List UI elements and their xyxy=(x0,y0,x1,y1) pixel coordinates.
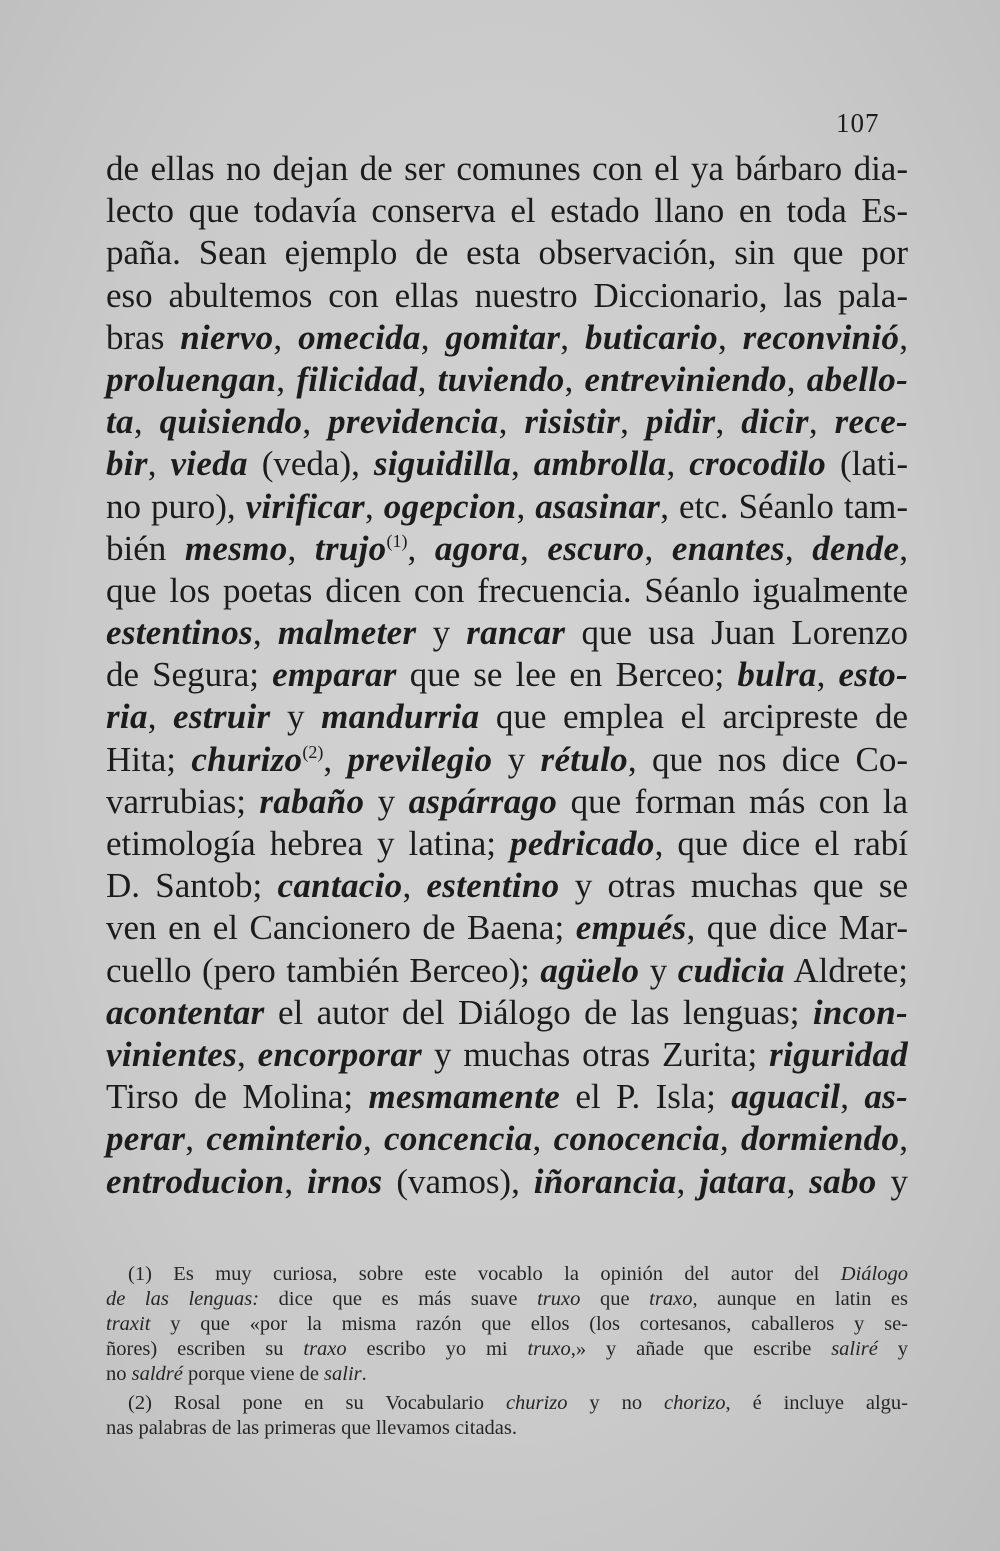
italic-term: churizo xyxy=(505,1392,568,1414)
italic-term: escuro xyxy=(547,528,645,568)
italic-term: aspárrago xyxy=(408,781,558,821)
italic-term: agora xyxy=(434,528,520,568)
text-run: cuello (pero también Berceo); xyxy=(106,950,541,990)
italic-term: vieda xyxy=(170,444,248,484)
text-run: que xyxy=(580,1288,650,1310)
text-run: ven en el Cancionero de Baena; xyxy=(106,908,576,948)
italic-term: traxo xyxy=(303,1338,347,1360)
text-run: (1) Es muy curiosa, sobre este vocablo la opinión del autor del xyxy=(128,1263,841,1285)
text-run: , xyxy=(899,1119,909,1159)
text-run: de Segura; xyxy=(106,655,273,695)
italic-term: vinientes xyxy=(106,1034,238,1074)
body-line xyxy=(106,528,908,570)
text-run: D. Santob; xyxy=(106,866,278,906)
body-line xyxy=(106,907,908,949)
footnote-line xyxy=(106,1362,908,1387)
italic-term: conocencia xyxy=(553,1119,720,1159)
text-run: , xyxy=(899,528,909,568)
footnote-line xyxy=(106,1262,908,1287)
text-run: , xyxy=(786,1161,810,1201)
italic-term: rétulo xyxy=(540,739,628,779)
italic-term: Diálogo xyxy=(840,1263,908,1285)
italic-term: as- xyxy=(864,1077,909,1117)
text-run: , xyxy=(407,528,435,568)
footnotes xyxy=(106,1262,908,1441)
text-run: , aunque en latin es xyxy=(692,1288,908,1310)
text-run: paña. Sean ejemplo de esta observación, sin que por xyxy=(106,233,908,273)
italic-term: churizo xyxy=(191,739,303,779)
text-run: el P. Isla; xyxy=(560,1077,732,1117)
italic-term: traxo xyxy=(649,1288,693,1310)
text-run: , xyxy=(816,655,839,695)
italic-term: empués xyxy=(575,908,687,948)
text-run: y xyxy=(270,697,322,737)
text-run: Tirso de Molina; xyxy=(106,1077,369,1117)
text-run: , xyxy=(520,528,548,568)
footnote xyxy=(106,1391,908,1441)
text-run: , xyxy=(564,359,585,399)
text-run: no xyxy=(106,1363,132,1385)
text-run: y xyxy=(492,739,541,779)
text-run: escribo yo mi xyxy=(346,1338,528,1360)
text-run: , xyxy=(784,528,813,568)
italic-term: bulra xyxy=(737,655,817,695)
footnote xyxy=(106,1262,908,1387)
italic-term: saliré xyxy=(831,1338,878,1360)
italic-term: rancar xyxy=(466,613,566,653)
text-run: , xyxy=(620,402,646,442)
page-number: 107 xyxy=(836,108,880,138)
text-run: , xyxy=(133,402,160,442)
text-run: el autor del Diálogo de las lenguas; xyxy=(264,992,813,1032)
italic-term: rabaño xyxy=(259,781,365,821)
body-line xyxy=(106,823,908,865)
body-line xyxy=(106,612,908,654)
italic-term: ambrolla xyxy=(533,444,667,484)
text-run: , xyxy=(644,528,672,568)
italic-term: buticario xyxy=(584,317,718,357)
italic-term: cudicia xyxy=(677,950,785,990)
text-run: y muchas otras Zurita; xyxy=(422,1034,770,1074)
italic-term: estentinos xyxy=(106,613,253,653)
text-run: y que «por la misma razón que ellos (los cortesanos, caballeros y se- xyxy=(150,1313,908,1335)
footnote-line xyxy=(106,1391,908,1416)
text-run: , xyxy=(516,486,536,526)
text-run: nas palabras de las primeras que llevamos citadas. xyxy=(106,1417,517,1439)
text-run: , xyxy=(273,317,299,357)
text-run: (vamos), xyxy=(382,1161,534,1201)
text-run: , xyxy=(719,1119,741,1159)
body-line xyxy=(106,190,908,232)
italic-term: aguacil xyxy=(731,1077,841,1117)
text-run: , xyxy=(498,402,525,442)
text-run: , xyxy=(237,1034,258,1074)
text-run: (2) Rosal pone en su Vocabulario xyxy=(128,1392,506,1414)
body-line xyxy=(106,992,908,1034)
italic-term: cantacio xyxy=(277,866,403,906)
italic-term: truxo xyxy=(537,1288,581,1310)
body-line xyxy=(106,401,908,443)
text-run: , xyxy=(511,444,534,484)
text-run: ,» y añade que escribe xyxy=(570,1338,832,1360)
text-run: , xyxy=(420,317,446,357)
footnote-line xyxy=(106,1337,908,1362)
text-run: , xyxy=(147,697,174,737)
italic-term: perar xyxy=(106,1119,186,1159)
body-line xyxy=(106,359,908,401)
body-line xyxy=(106,275,908,317)
text-run: , xyxy=(364,486,384,526)
italic-term: pedricado xyxy=(510,824,655,863)
text-run: que forman más con la xyxy=(557,781,909,821)
italic-term: gomitar xyxy=(445,317,561,357)
text-run: eso abultemos con ellas nuestro Diccionario, las pala- xyxy=(106,275,908,315)
italic-term: mandurria xyxy=(321,697,480,737)
italic-term: rece- xyxy=(834,402,908,442)
italic-term: entreviniendo xyxy=(584,359,787,399)
text-run: lecto que todavía conserva el estado llano en toda Es- xyxy=(106,191,908,231)
italic-term: siguidilla xyxy=(373,444,512,484)
body-line xyxy=(106,696,908,738)
italic-term: ta xyxy=(106,402,134,442)
italic-term: incon- xyxy=(812,992,908,1032)
italic-term: tuviendo xyxy=(437,359,565,399)
text-run: , xyxy=(899,317,908,357)
body-line xyxy=(106,570,908,612)
text-run: , que dice Mar- xyxy=(686,908,908,948)
italic-term: jatara xyxy=(699,1161,787,1201)
italic-term: malmeter xyxy=(277,613,417,653)
text-run: que se lee en Berceo; xyxy=(396,655,738,695)
italic-term: trujo xyxy=(314,528,387,568)
footnote-reference: (2) xyxy=(302,741,324,762)
italic-term: dende xyxy=(812,528,900,568)
italic-term: truxo xyxy=(527,1338,571,1360)
text-run: bras xyxy=(106,317,181,357)
italic-term: esto- xyxy=(838,655,909,695)
text-run: Aldrete; xyxy=(784,950,909,990)
body-line xyxy=(106,865,908,907)
body-line xyxy=(106,1076,908,1118)
italic-term: agüelo xyxy=(540,950,640,990)
italic-term: mesmo xyxy=(184,528,288,568)
text-run: bién xyxy=(106,528,185,568)
italic-term: irnos xyxy=(307,1161,383,1201)
text-run: , que nos dice Co- xyxy=(627,739,908,779)
italic-term: acontentar xyxy=(106,992,265,1032)
text-run: no puro), xyxy=(106,486,246,526)
text-run: Hita; xyxy=(106,739,192,779)
italic-term: traxit xyxy=(106,1313,151,1335)
body-text xyxy=(106,148,908,1203)
text-run: , xyxy=(417,359,438,399)
italic-term: ria xyxy=(106,697,148,737)
italic-term: ogepcion xyxy=(383,486,517,526)
text-run: que usa Juan Lorenzo xyxy=(565,613,909,653)
italic-term: riguridad xyxy=(769,1034,908,1074)
text-run: y no xyxy=(567,1392,665,1414)
text-run: , xyxy=(287,528,315,568)
text-run: y xyxy=(877,1338,909,1360)
italic-term: estentino xyxy=(426,866,560,906)
text-run: , é incluye algu- xyxy=(725,1392,909,1414)
body-line xyxy=(106,739,908,781)
text-run: (lati- xyxy=(826,444,909,484)
italic-term: emparar xyxy=(272,655,397,695)
italic-term: enantes xyxy=(671,528,785,568)
text-run: ñores) escriben su xyxy=(106,1338,304,1360)
text-run: , xyxy=(402,866,427,906)
body-line xyxy=(106,317,908,359)
footnote-reference: (1) xyxy=(386,530,408,551)
italic-term: omecida xyxy=(298,317,421,357)
italic-term: entroducion xyxy=(106,1161,285,1201)
text-run: que los poetas dicen con frecuencia. Séanlo igualmente xyxy=(106,570,908,610)
italic-term: sabo xyxy=(809,1161,877,1201)
footnote-line xyxy=(106,1287,908,1312)
italic-term: virificar xyxy=(245,486,365,526)
italic-term: ceminterio xyxy=(206,1119,363,1159)
text-run: , xyxy=(786,359,807,399)
italic-term: encorporar xyxy=(257,1034,423,1074)
text-run: , xyxy=(560,317,585,357)
italic-term: concencia xyxy=(384,1119,533,1159)
italic-term: quisiendo xyxy=(159,402,303,442)
italic-term: filicidad xyxy=(296,359,418,399)
text-run: , xyxy=(276,359,297,399)
italic-term: estruir xyxy=(173,697,271,737)
text-run: , xyxy=(284,1161,308,1201)
text-run: , xyxy=(840,1077,865,1117)
text-run: , que dice el rabí xyxy=(654,824,908,863)
italic-term: dormiendo xyxy=(740,1119,900,1159)
text-run: , xyxy=(323,739,348,779)
body-line xyxy=(106,232,908,274)
italic-term: chorizo xyxy=(664,1392,726,1414)
italic-term: niervo xyxy=(180,317,274,357)
text-run: y otras muchas que se xyxy=(559,866,909,906)
italic-term: bir xyxy=(106,444,148,484)
footnote-line xyxy=(106,1312,908,1337)
italic-term: mesmamente xyxy=(368,1077,561,1117)
text-run: varrubias; xyxy=(106,781,260,821)
text-run: , xyxy=(808,402,835,442)
italic-term: previlegio xyxy=(347,739,493,779)
text-run: , xyxy=(715,402,742,442)
text-run: etimología hebrea y latina; xyxy=(106,824,511,863)
text-run: , xyxy=(362,1119,385,1159)
body-line xyxy=(106,950,908,992)
text-run: (veda), xyxy=(247,444,374,484)
italic-term: crocodilo xyxy=(689,444,827,484)
text-run: , xyxy=(676,1161,700,1201)
italic-term: salir xyxy=(324,1363,362,1385)
body-line xyxy=(106,654,908,696)
italic-term: asasinar xyxy=(535,486,661,526)
text-run: , xyxy=(532,1119,554,1159)
italic-term: abello- xyxy=(806,359,909,399)
text-run: , xyxy=(147,444,171,484)
italic-term: dicir xyxy=(741,402,809,442)
body-line xyxy=(106,1034,908,1076)
italic-term: previdencia xyxy=(328,402,499,442)
text-run: , xyxy=(185,1119,207,1159)
text-run: , xyxy=(717,317,743,357)
body-line xyxy=(106,1118,908,1160)
italic-term: reconvinió xyxy=(742,317,900,357)
body-line xyxy=(106,486,908,528)
text-run: y xyxy=(876,1161,909,1201)
text-run: , etc. Séanlo tam- xyxy=(660,486,909,526)
text-run: que emplea el arcipreste de xyxy=(479,697,909,737)
body-line xyxy=(106,1161,908,1203)
italic-term: saldré xyxy=(131,1363,183,1385)
text-run: . xyxy=(361,1363,367,1385)
text-run: y xyxy=(416,613,467,653)
text-run: y xyxy=(364,781,409,821)
italic-term: risistir xyxy=(524,402,621,442)
italic-term: iñorancia xyxy=(533,1161,677,1201)
text-run: , xyxy=(252,613,278,653)
italic-term: pidir xyxy=(645,402,716,442)
text-run: dice que es más suave xyxy=(259,1288,538,1310)
text-run: , xyxy=(302,402,329,442)
text-run: de ellas no dejan de ser comunes con el ya bárbaro dia- xyxy=(106,149,908,188)
text-run: , xyxy=(666,444,690,484)
body-line xyxy=(106,148,908,190)
body-line xyxy=(106,443,908,485)
text-run: y xyxy=(639,950,678,990)
italic-term: de las lenguas: xyxy=(106,1288,260,1310)
italic-term: proluengan xyxy=(106,359,277,399)
body-line xyxy=(106,781,908,823)
text-run: porque viene de xyxy=(182,1363,325,1385)
footnote-line xyxy=(106,1416,908,1441)
